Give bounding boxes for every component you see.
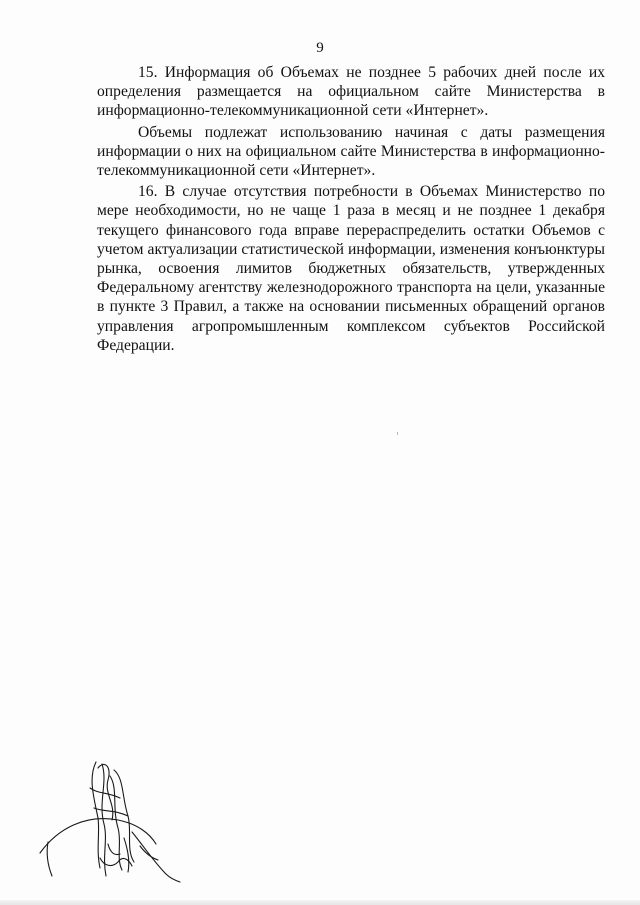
handwritten-signature [38, 758, 198, 888]
scan-bottom-edge [0, 900, 640, 905]
paragraph-volumes-usage: Объемы подлежат использованию начиная с даты размещения информации о них на официальном сайте Министерства в информационно-телекоммуникационной сети «Интернет». [97, 123, 605, 180]
scan-speck [397, 432, 398, 435]
paragraph-16: 16. В случае отсутствия потребности в Объемах Министерство по мере необходимости, но не чаще 1 раза в месяц и не позднее 1 декабря текущего финансового года вправе перераспределить остатки Объемов с учетом актуализации статистической информации, изменения конъюнктуры рынка, освоения лимитов бюджетных обязательств, утвержденных Федеральному агентству железнодорожного транспорта на цели, указанные в пункте 3 Правил, а также на основании письменных обращений органов управления агропромышленным комплексом субъектов Российской Федерации. [97, 183, 605, 354]
document-body [97, 63, 605, 357]
paragraph-15: 15. Информация об Объемах не позднее 5 рабочих дней после их определения размещается на официальном сайте Министерства в информационно-телекоммуникационной сети «Интернет». [97, 64, 605, 120]
page-number: 9 [316, 40, 324, 56]
